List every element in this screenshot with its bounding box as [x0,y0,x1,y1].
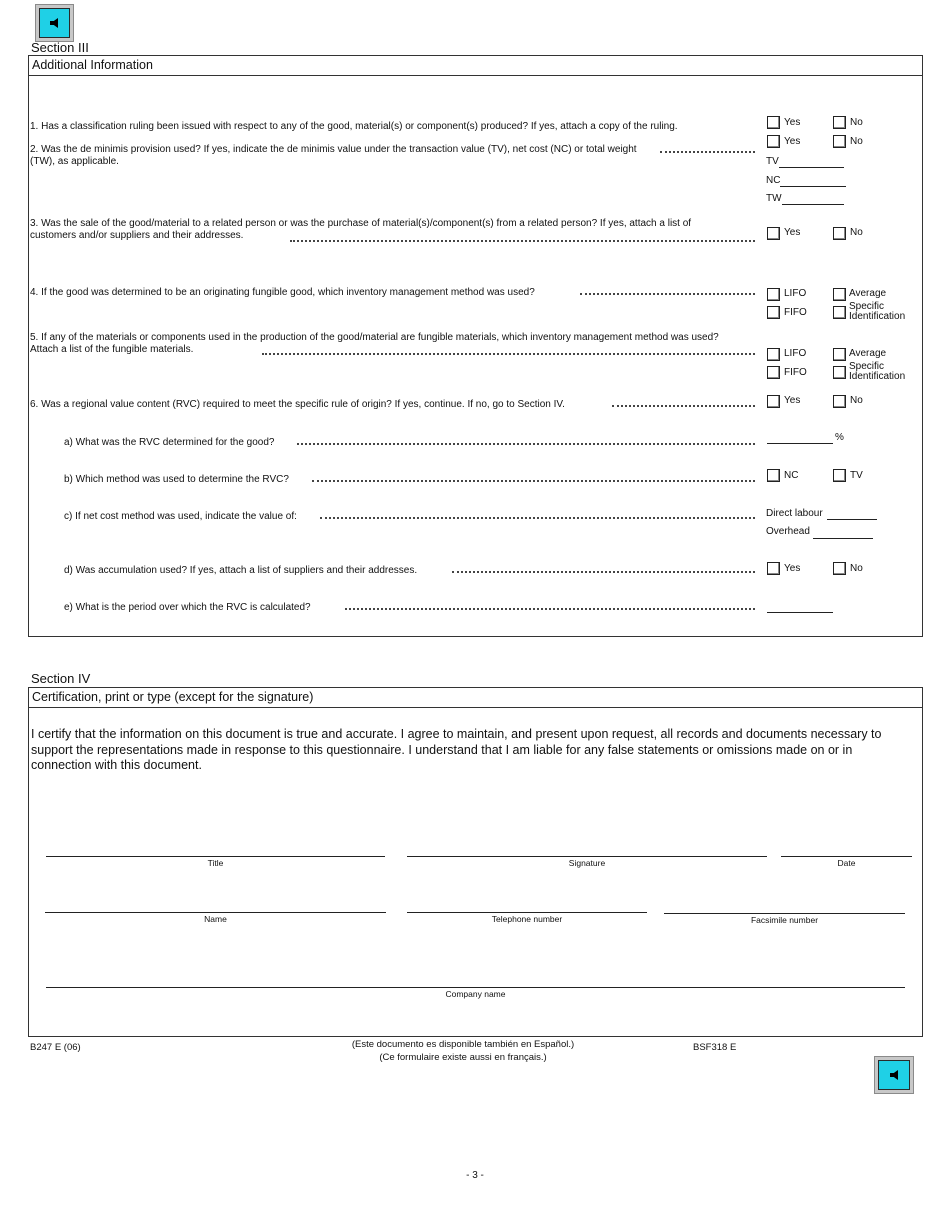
facsimile-caption: Facsimile number [750,915,819,925]
q2-yes-label: Yes [784,136,801,147]
leader-dots [345,598,755,610]
tw-label: TW [766,193,782,204]
question-1: 1. Has a classification ruling been issued with respect to any of the good, material(s) or component(s) produced? If yes, attach a copy of the ruling. [30,121,678,132]
nc-label: NC [766,175,781,186]
signature-field[interactable] [407,856,767,857]
leader-dots [262,343,755,355]
direct-labour-label: Direct labour [766,508,823,519]
page-number: - 3 - [466,1170,484,1181]
q1-no-label: No [850,117,863,128]
q5-average-label: Average [849,348,887,359]
q6b-tv-checkbox[interactable] [833,469,846,482]
leader-dots [580,283,755,295]
facsimile-field[interactable] [664,913,905,914]
overhead-label: Overhead [766,526,810,537]
percent-sign: % [835,432,844,443]
section4-label: Section IV [31,671,91,686]
q5-lifo-label: LIFO [784,348,807,359]
q6-yes-checkbox[interactable] [767,395,780,408]
title-caption: Title [207,858,224,868]
q2-no-checkbox[interactable] [833,135,846,148]
signature-caption: Signature [568,858,606,868]
q3-yes-label: Yes [784,227,801,238]
back-button-bottom[interactable] [874,1056,914,1094]
q5-specific-checkbox[interactable] [833,366,846,379]
company-field[interactable] [46,987,905,988]
question-6c: c) If net cost method was used, indicate the value of: [64,511,297,522]
q6b-nc-checkbox[interactable] [767,469,780,482]
q3-no-checkbox[interactable] [833,227,846,240]
name-field[interactable] [45,912,386,913]
company-caption: Company name [445,989,506,999]
q4-fifo-checkbox[interactable] [767,306,780,319]
leader-dots [612,395,755,407]
q4-lifo-label: LIFO [784,288,807,299]
question-6d: d) Was accumulation used? If yes, attach a list of suppliers and their addresses. [64,565,418,576]
leader-dots [320,507,755,519]
leader-dots [452,561,755,573]
section3-header: Additional Information [29,56,922,76]
question-6b: b) Which method was used to determine the RVC? [64,474,289,485]
title-field[interactable] [46,856,385,857]
left-arrow-icon [51,18,58,28]
q3-no-label: No [850,227,863,238]
q4-average-label: Average [849,288,887,299]
q6b-nc-label: NC [784,470,799,481]
section3-label: Section III [31,40,89,55]
q6d-yes-checkbox[interactable] [767,562,780,575]
name-caption: Name [204,914,227,924]
question-4: 4. If the good was determined to be an originating fungible good, which inventory management method was used? [30,287,535,298]
french-note: (Ce formulaire existe aussi en français.) [379,1052,547,1063]
date-field[interactable] [781,856,912,857]
question-6e: e) What is the period over which the RVC is calculated? [64,602,311,613]
q5-average-checkbox[interactable] [833,348,846,361]
q5-fifo-label: FIFO [784,367,807,378]
q6d-yes-label: Yes [784,563,801,574]
q1-yes-label: Yes [784,117,801,128]
bsf-code: BSF318 E [693,1042,737,1053]
tv-label: TV [766,156,779,167]
q4-specific-label: Specific Identification [849,301,906,322]
q4-lifo-checkbox[interactable] [767,288,780,301]
left-arrow-icon [891,1070,898,1080]
spanish-note: (Este documento es disponible también en Español.) [351,1039,575,1050]
question-5: 5. If any of the materials or components used in the production of the good/material are fungible materials, which inventory management method was used? Attach a list of the fungible materials. [30,332,719,355]
leader-dots [290,230,755,242]
leader-dots [297,433,755,445]
q6-yes-label: Yes [784,395,801,406]
certification-statement: I certify that the information on this document is true and accurate. I agree to maintain, and present upon request, all records and documents necessary to support the representations made in response to this questionnaire. I understand that I am liable for any false statements or omissions made on or in connection with this document. [31,727,882,772]
tw-field[interactable] [782,204,844,205]
back-button[interactable] [35,4,74,42]
form-code: B247 E (06) [30,1042,81,1053]
tv-field[interactable] [779,167,844,168]
direct-labour-field[interactable] [827,519,877,520]
question-3: 3. Was the sale of the good/material to a related person or was the purchase of material(s)/component(s) from a related person? If yes, attach a list of customers and/or suppliers and their addresses. [30,218,692,241]
q4-specific-checkbox[interactable] [833,306,846,319]
overhead-field[interactable] [813,538,873,539]
date-caption: Date [837,858,856,868]
section4-header: Certification, print or type (except for the signature) [29,688,922,708]
q2-no-label: No [850,136,863,147]
q6b-tv-label: TV [850,470,863,481]
question-6a: a) What was the RVC determined for the good? [64,437,275,448]
q5-fifo-checkbox[interactable] [767,366,780,379]
q6d-no-checkbox[interactable] [833,562,846,575]
q6d-no-label: No [850,563,863,574]
q4-average-checkbox[interactable] [833,288,846,301]
q1-no-checkbox[interactable] [833,116,846,129]
q4-fifo-label: FIFO [784,307,807,318]
q5-specific-label: Specific Identification [849,361,906,382]
q6-no-checkbox[interactable] [833,395,846,408]
rvc-percent-field[interactable] [767,443,833,444]
telephone-caption: Telephone number [491,914,563,924]
leader-dots [660,141,755,153]
q1-yes-checkbox[interactable] [767,116,780,129]
q2-yes-checkbox[interactable] [767,135,780,148]
q3-yes-checkbox[interactable] [767,227,780,240]
leader-dots [312,470,755,482]
rvc-period-field[interactable] [767,612,833,613]
q6-no-label: No [850,395,863,406]
nc-field[interactable] [780,186,846,187]
telephone-field[interactable] [407,912,647,913]
q5-lifo-checkbox[interactable] [767,348,780,361]
question-2: 2. Was the de minimis provision used? If yes, indicate the de minimis value under the transaction value (TV), net cost (NC) or total weight (TW), as applicable. [30,144,637,167]
question-6: 6. Was a regional value content (RVC) required to meet the specific rule of origin? If yes, continue. If no, go to Section IV. [30,399,565,410]
